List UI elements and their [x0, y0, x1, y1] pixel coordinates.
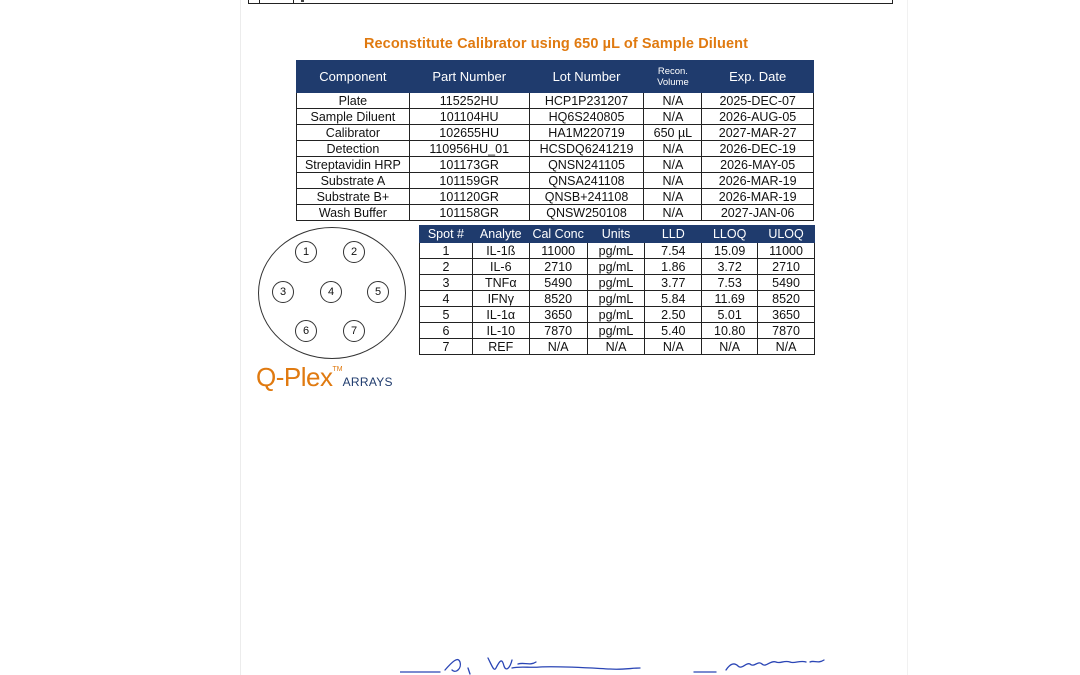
page-edge — [240, 0, 241, 675]
table-cell: N/A — [758, 339, 815, 355]
table-cell: N/A — [644, 189, 702, 205]
table-cell: 11000 — [758, 243, 815, 259]
table-cell: 101158GR — [409, 205, 529, 221]
table-cell: 15.09 — [702, 243, 758, 259]
table-cell: 2027-MAR-27 — [702, 125, 814, 141]
table-cell: Detection — [297, 141, 410, 157]
table-cell: Streptavidin HRP — [297, 157, 410, 173]
table-cell: 101173GR — [409, 157, 529, 173]
table-cell: 11.69 — [702, 291, 758, 307]
logo-trademark: TM — [332, 366, 343, 373]
table-cell: N/A — [644, 157, 702, 173]
table-cell: 3650 — [529, 307, 587, 323]
component-row — [297, 109, 814, 125]
table-cell: Sample Diluent — [297, 109, 410, 125]
component-row — [297, 173, 814, 189]
analyte-row — [420, 323, 815, 339]
table-cell: N/A — [644, 141, 702, 157]
table-cell: N/A — [529, 339, 587, 355]
component-row — [297, 157, 814, 173]
spot-4: 4 — [320, 281, 342, 303]
column-header: Part Number — [409, 61, 529, 93]
table-cell: 5.01 — [702, 307, 758, 323]
table-cell: HA1M220719 — [529, 125, 644, 141]
table-cell: QNSA241108 — [529, 173, 644, 189]
analyte-row — [420, 275, 815, 291]
table-cell: Calibrator — [297, 125, 410, 141]
well-diagram — [258, 227, 406, 359]
table-cell: 10.80 — [702, 323, 758, 339]
table-cell: 102655HU — [409, 125, 529, 141]
table-cell: HQ6S240805 — [529, 109, 644, 125]
table-cell: 5490 — [758, 275, 815, 291]
table-cell: 7.53 — [702, 275, 758, 291]
table-cell: 5.84 — [645, 291, 702, 307]
column-header: LLD — [645, 226, 702, 243]
table-cell: 3 — [420, 275, 473, 291]
table-cell: pg/mL — [587, 291, 645, 307]
table-cell: 101120GR — [409, 189, 529, 205]
column-header: Cal Conc — [529, 226, 587, 243]
components-table — [296, 60, 814, 221]
table-cell: N/A — [644, 109, 702, 125]
table-cell: N/A — [644, 173, 702, 189]
table-cell: IL-6 — [472, 259, 529, 275]
previous-table-remnant — [248, 0, 893, 4]
table-cell: 2710 — [529, 259, 587, 275]
spot-7: 7 — [343, 320, 365, 342]
column-header: Component — [297, 61, 410, 93]
table-cell: 2.50 — [645, 307, 702, 323]
table-cell: 3.77 — [645, 275, 702, 291]
analyte-row — [420, 243, 815, 259]
table-cell: 8520 — [758, 291, 815, 307]
table-cell: 7870 — [758, 323, 815, 339]
component-row — [297, 93, 814, 109]
table-cell: IL-1ß — [472, 243, 529, 259]
column-header: LLOQ — [702, 226, 758, 243]
analyte-row — [420, 291, 815, 307]
spot-3: 3 — [272, 281, 294, 303]
document-title: Reconstitute Calibrator using 650 µL of Sample Diluent — [363, 36, 749, 52]
table-cell: N/A — [645, 339, 702, 355]
table-cell: 2026-AUG-05 — [702, 109, 814, 125]
table-cell: 101104HU — [409, 109, 529, 125]
table-cell: TNFα — [472, 275, 529, 291]
table-cell: pg/mL — [587, 243, 645, 259]
table-cell: 3.72 — [702, 259, 758, 275]
column-header: ULOQ — [758, 226, 815, 243]
spot-2: 2 — [343, 241, 365, 263]
q-plex-logo — [256, 362, 393, 398]
spot-1: 1 — [295, 241, 317, 263]
table-cell: 7.54 — [645, 243, 702, 259]
logo-subtitle: ARRAYS — [342, 375, 393, 389]
table-cell: Substrate A — [297, 173, 410, 189]
analyte-row — [420, 307, 815, 323]
analyte-table — [419, 225, 815, 355]
column-header: Units — [587, 226, 645, 243]
table-cell: pg/mL — [587, 259, 645, 275]
component-row — [297, 205, 814, 221]
logo-wordmark: Q-Plex — [256, 362, 333, 392]
table-cell: 1.86 — [645, 259, 702, 275]
table-cell: 11000 — [529, 243, 587, 259]
component-row — [297, 141, 814, 157]
table-cell: 2710 — [758, 259, 815, 275]
table-cell: 115252HU — [409, 93, 529, 109]
component-row — [297, 189, 814, 205]
table-cell: pg/mL — [587, 307, 645, 323]
table-cell: pg/mL — [587, 275, 645, 291]
table-cell: IFNγ — [472, 291, 529, 307]
table-cell: 8520 — [529, 291, 587, 307]
column-header: Lot Number — [529, 61, 644, 93]
component-row — [297, 125, 814, 141]
column-header: Exp. Date — [702, 61, 814, 93]
table-cell: 4 — [420, 291, 473, 307]
table-cell: 2 — [420, 259, 473, 275]
table-cell: Substrate B+ — [297, 189, 410, 205]
handwritten-signature — [400, 648, 850, 675]
table-cell: 7 — [420, 339, 473, 355]
page-edge — [907, 0, 908, 675]
table-cell: Plate — [297, 93, 410, 109]
table-cell: 7870 — [529, 323, 587, 339]
column-header: Recon. Volume — [644, 61, 702, 93]
table-cell: 5490 — [529, 275, 587, 291]
table-cell: 1 — [420, 243, 473, 259]
table-cell: 2027-JAN-06 — [702, 205, 814, 221]
table-cell: 5.40 — [645, 323, 702, 339]
table-cell: N/A — [644, 205, 702, 221]
table-cell: 101159GR — [409, 173, 529, 189]
spot-5: 5 — [367, 281, 389, 303]
table-cell: QNSN241105 — [529, 157, 644, 173]
table-cell: QNSB+241108 — [529, 189, 644, 205]
table-cell: 2026-MAY-05 — [702, 157, 814, 173]
table-cell: 6 — [420, 323, 473, 339]
table-cell: N/A — [587, 339, 645, 355]
table-cell: 650 µL — [644, 125, 702, 141]
table-cell: pg/mL — [587, 323, 645, 339]
column-header: Spot # — [420, 226, 473, 243]
table-cell: N/A — [644, 93, 702, 109]
table-cell: IL-10 — [472, 323, 529, 339]
analyte-header-row — [420, 226, 815, 243]
table-cell: 2026-MAR-19 — [702, 173, 814, 189]
table-cell: 5 — [420, 307, 473, 323]
table-cell: 2026-MAR-19 — [702, 189, 814, 205]
table-cell: REF — [472, 339, 529, 355]
table-cell: QNSW250108 — [529, 205, 644, 221]
column-header: Analyte — [472, 226, 529, 243]
table-cell: Wash Buffer — [297, 205, 410, 221]
spot-6: 6 — [295, 320, 317, 342]
analyte-row — [420, 259, 815, 275]
table-cell: 110956HU_01 — [409, 141, 529, 157]
table-cell: HCP1P231207 — [529, 93, 644, 109]
table-cell: 2026-DEC-19 — [702, 141, 814, 157]
table-cell: IL-1α — [472, 307, 529, 323]
table-cell: HCSDQ6241219 — [529, 141, 644, 157]
analyte-row — [420, 339, 815, 355]
components-header-row — [297, 61, 814, 93]
table-cell: 3650 — [758, 307, 815, 323]
table-cell: 2025-DEC-07 — [702, 93, 814, 109]
table-cell: N/A — [702, 339, 758, 355]
